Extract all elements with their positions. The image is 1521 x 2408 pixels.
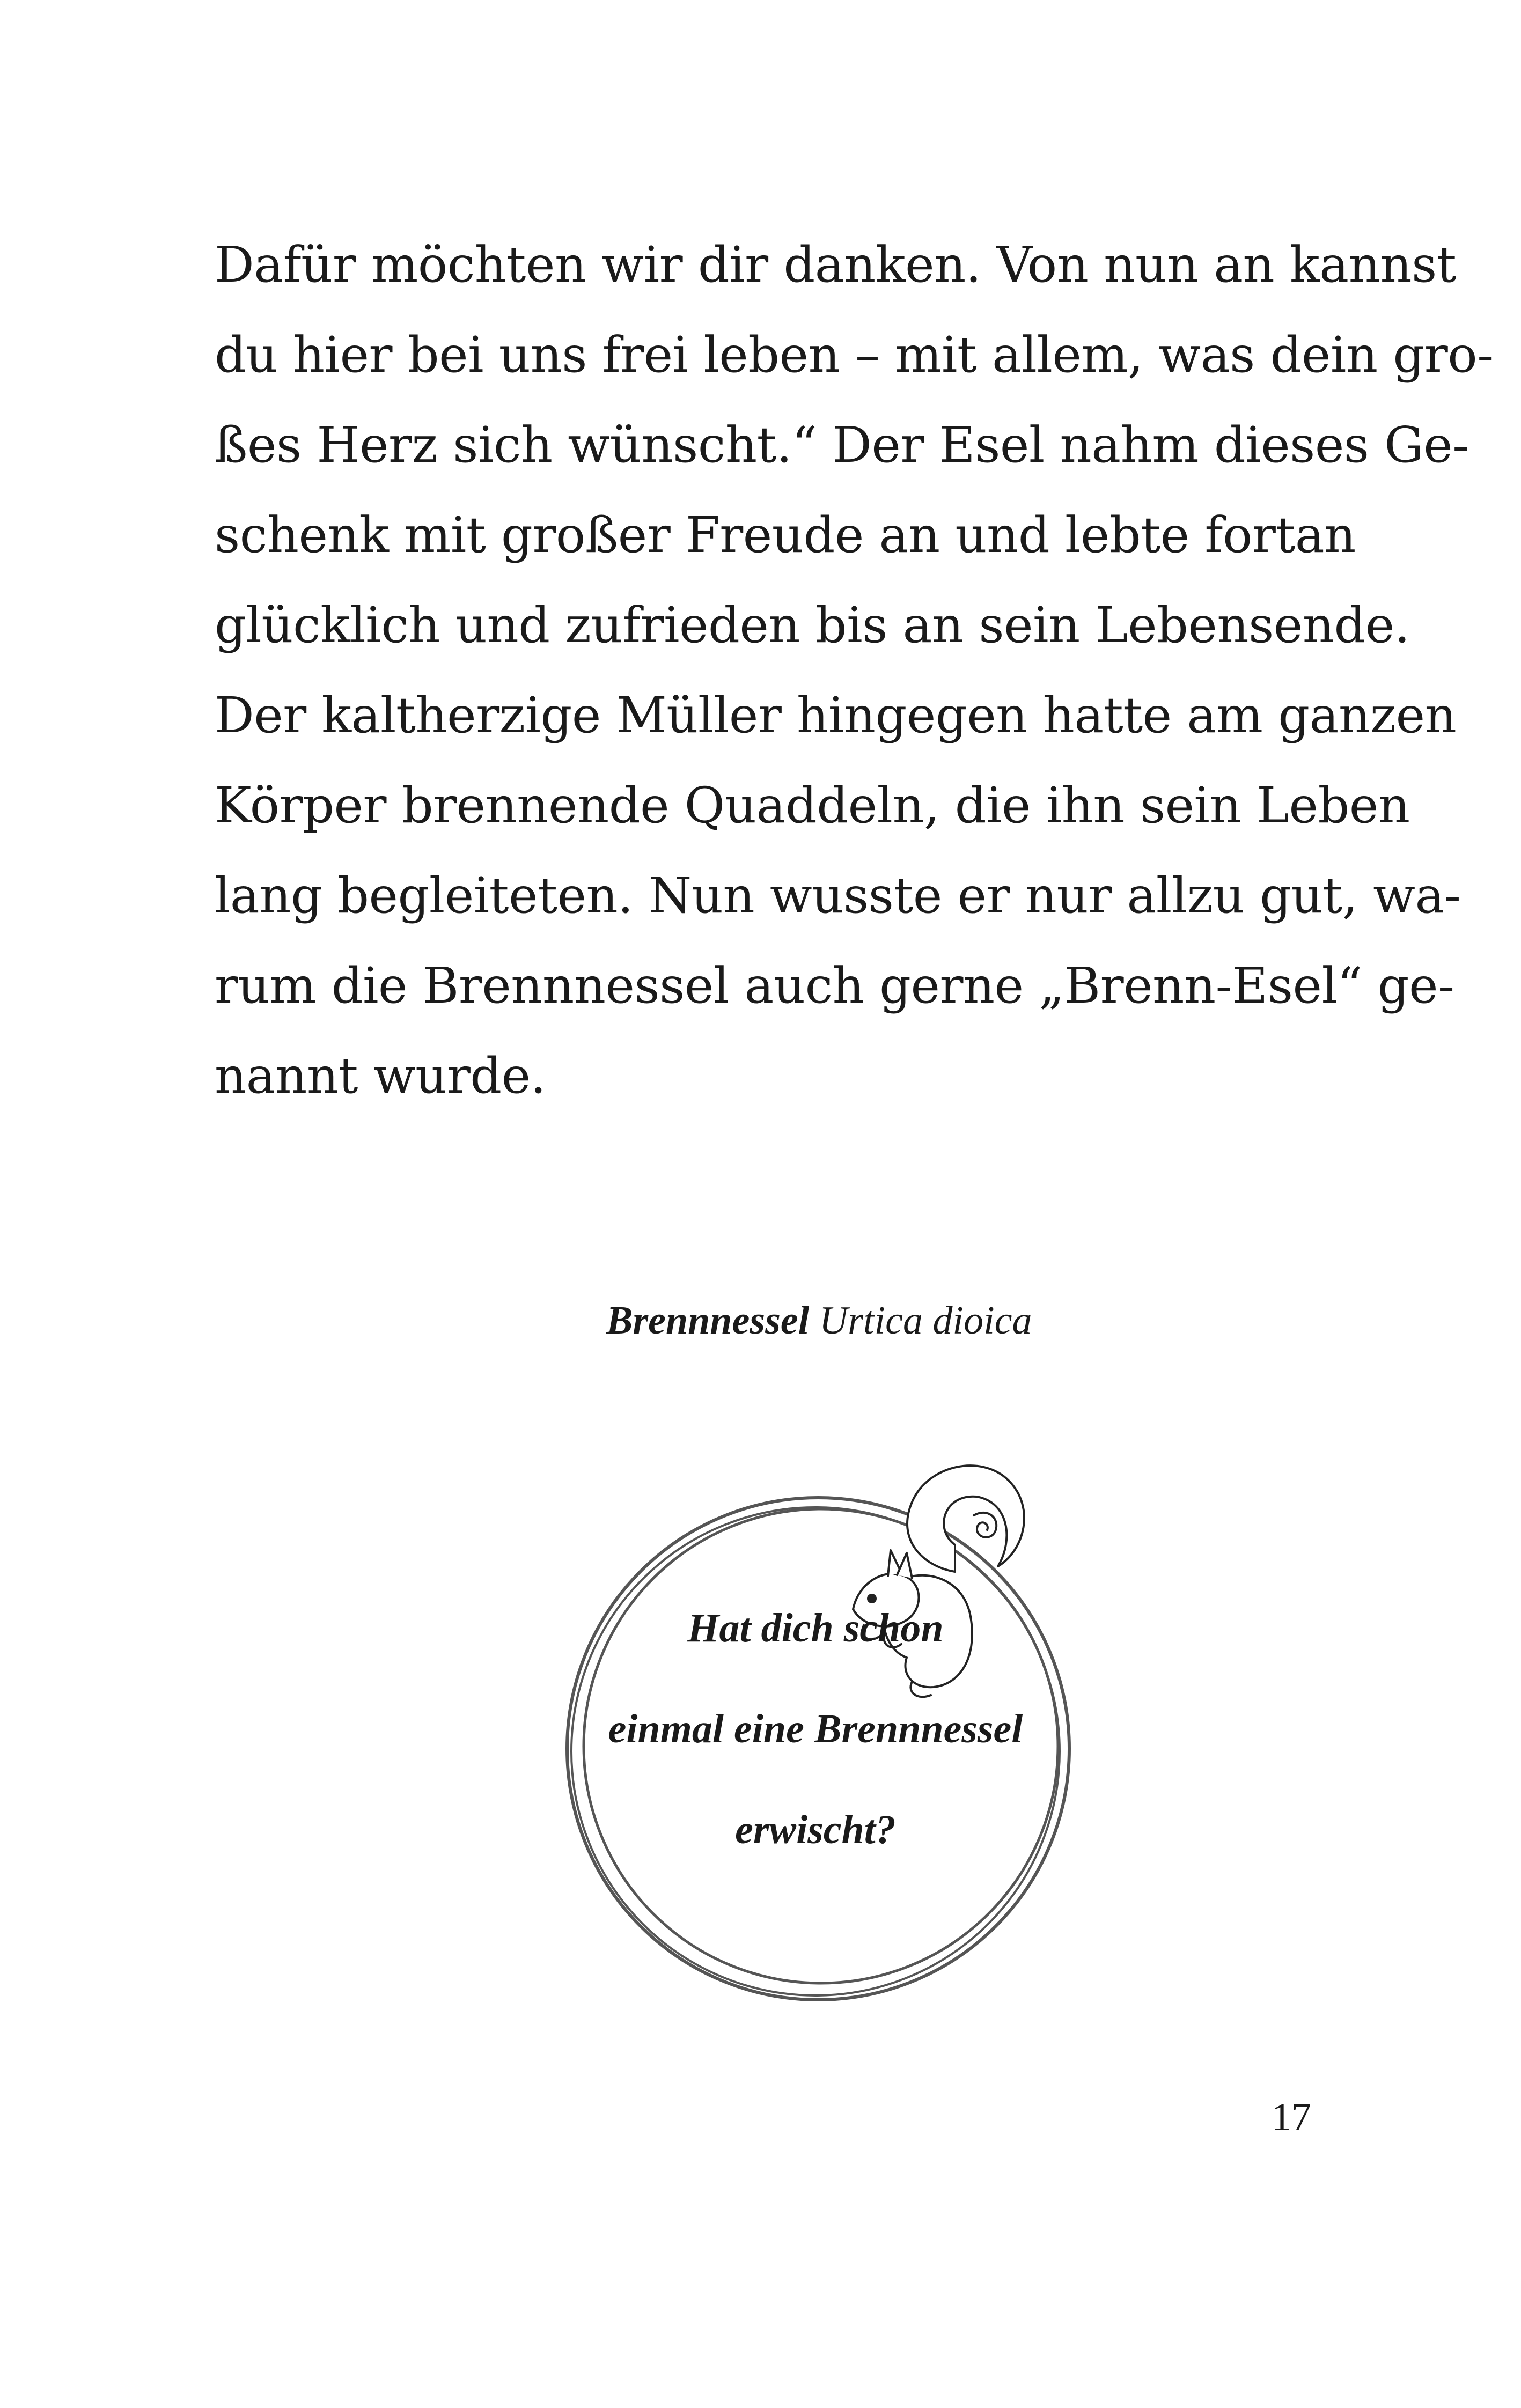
page-number: 17: [1272, 2095, 1311, 2139]
text-line: nannt wurde.: [215, 1047, 546, 1104]
question-line: erwischt?: [735, 1807, 896, 1852]
text-line: lang begleiteten. Nun wusste er nur allzu gut, wa-: [215, 867, 1461, 924]
plant-caption: [606, 1298, 1032, 1344]
text-line: glücklich und zufrieden bis an sein Lebensende.: [215, 597, 1410, 654]
text-line: du hier bei uns frei leben – mit allem, was dein gro-: [215, 326, 1494, 384]
reader-question: [547, 1599, 1084, 1901]
text-line: schenk mit großer Freude an und lebte fortan: [215, 506, 1356, 564]
plant-common-name: Brennnessel: [606, 1299, 810, 1343]
story-paragraph: [215, 220, 1494, 1121]
text-line: ßes Herz sich wünscht.“ Der Esel nahm dieses Ge-: [215, 416, 1469, 474]
text-line: Dafür möchten wir dir danken. Von nun an kannst: [215, 236, 1457, 293]
text-line: rum die Brennnessel auch gerne „Brenn-Esel“ ge-: [215, 957, 1454, 1014]
question-line: einmal eine Brennnessel: [608, 1706, 1023, 1751]
text-line: Der kaltherzige Müller hingegen hatte am ganzen: [215, 687, 1457, 744]
plant-latin-name: Urtica dioica: [819, 1299, 1032, 1343]
text-line: Körper brennende Quaddeln, die ihn sein Leben: [215, 777, 1410, 834]
question-line: Hat dich schon: [687, 1606, 944, 1651]
